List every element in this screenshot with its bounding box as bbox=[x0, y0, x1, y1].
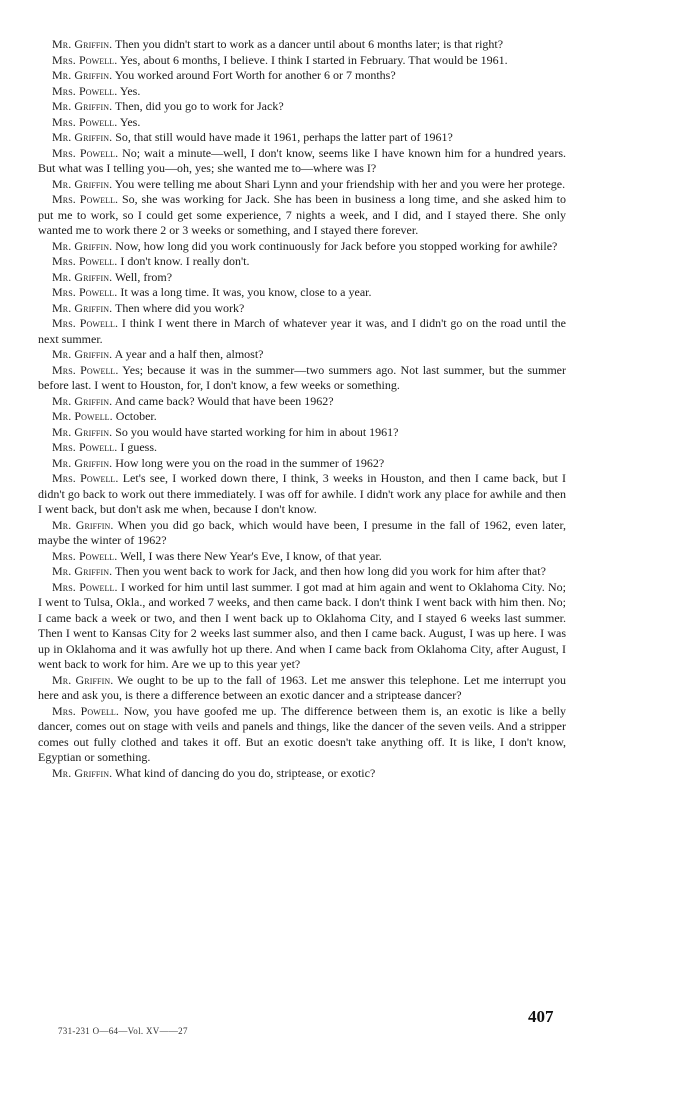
testimony-paragraph bbox=[38, 394, 566, 410]
speaker-label: Mr. Griffin. bbox=[52, 393, 113, 408]
testimony-paragraph bbox=[38, 239, 566, 255]
testimony-paragraph bbox=[38, 37, 566, 53]
speaker-label: Mrs. Powell. bbox=[52, 114, 118, 129]
testimony-paragraph bbox=[38, 68, 566, 84]
speaker-label: Mrs. Powell. bbox=[52, 52, 118, 67]
speaker-label: Mrs. Powell. bbox=[52, 440, 118, 454]
testimony-paragraph bbox=[38, 363, 566, 394]
spoken-text: You worked around Fort Worth for another 6 or 7 months? bbox=[114, 68, 396, 82]
speaker-label: Mr. Griffin. bbox=[52, 99, 113, 113]
spoken-text: I worked for him until last summer. I got mad at him again and went to Oklahoma City. No; I went to Tulsa, Okla., and worked 7 weeks, and then came back. I don't think I went back with him then. No; I came back a week or two, and then I went back up to Oklahoma City, and I stayed 6 weeks last summer. Then I went to Kansas City for 2 weeks last summer also, and then I came back. August, I was up here. I was up in Oklahoma and it was awfully hot up there. And when I came back from Oklahoma City, after August, I went back to work for him. Are we up to this year yet? bbox=[38, 579, 566, 671]
speaker-label: Mr. Griffin. bbox=[52, 765, 113, 780]
spoken-text: So, she was working for Jack. She has been in business a long time, and she asked him to put me to work, so I could get some experience, 7 nights a week, and I did, and I stayed there. She only wanted me to work there 2 or 3 weeks or something, and I stayed there forever. bbox=[38, 192, 566, 237]
testimony-paragraph bbox=[38, 471, 566, 518]
testimony-paragraph bbox=[38, 285, 566, 301]
speaker-label: Mr. Griffin. bbox=[52, 269, 113, 284]
spoken-text: So you would have started working for him in about 1961? bbox=[115, 424, 399, 439]
testimony-paragraph bbox=[38, 564, 566, 580]
testimony-paragraph bbox=[38, 580, 566, 673]
spoken-text: So, that still would have made it 1961, perhaps the latter part of 1961? bbox=[115, 130, 453, 144]
speaker-label: Mr. Griffin. bbox=[52, 455, 113, 470]
spoken-text: Then where did you work? bbox=[115, 300, 245, 315]
testimony-body bbox=[38, 37, 566, 781]
spoken-text: Then, did you go to work for Jack? bbox=[115, 99, 284, 113]
speaker-label: Mrs. Powell. bbox=[52, 254, 118, 268]
testimony-paragraph bbox=[38, 347, 566, 363]
spoken-text: Now, how long did you work continuously for Jack before you stopped working for awhile? bbox=[115, 238, 558, 253]
testimony-paragraph bbox=[38, 425, 566, 441]
spoken-text: How long were you on the road in the summer of 1962? bbox=[115, 455, 385, 470]
spoken-text: Let's see, I worked down there, I think, 3 weeks in Houston, and then I came back, but I didn't go back to work out there immediately. I was off for awhile. I didn't work any place for awhile and then I went back, but don't ask me when, because I don't know. bbox=[38, 471, 566, 516]
spoken-text: It was a long time. It was, you know, close to a year. bbox=[120, 285, 372, 299]
spoken-text: Yes; because it was in the summer—two summers ago. Not last summer, but the summer before last. I went to Houston, for, I don't know, a few weeks or something. bbox=[38, 362, 566, 392]
speaker-label: Mr. Griffin. bbox=[52, 68, 113, 82]
testimony-paragraph bbox=[38, 409, 566, 425]
speaker-label: Mr. Griffin. bbox=[52, 564, 113, 578]
testimony-paragraph bbox=[38, 177, 566, 193]
testimony-paragraph bbox=[38, 53, 566, 69]
spoken-text: Yes. bbox=[119, 114, 141, 129]
spoken-text: Yes, about 6 months, I believe. I think I started in February. That would be 1961. bbox=[119, 52, 508, 67]
testimony-paragraph bbox=[38, 456, 566, 472]
speaker-label: Mrs. Powell. bbox=[52, 285, 118, 299]
spoken-text: Well, from? bbox=[115, 269, 173, 284]
testimony-paragraph bbox=[38, 254, 566, 270]
spoken-text: You were telling me about Shari Lynn and your friendship with her and you were her protege. bbox=[114, 176, 566, 191]
testimony-paragraph bbox=[38, 115, 566, 131]
speaker-label: Mrs. Powell. bbox=[52, 192, 119, 206]
spoken-text: I don't know. I really don't. bbox=[120, 254, 250, 268]
testimony-paragraph bbox=[38, 270, 566, 286]
spoken-text: What kind of dancing do you do, striptease, or exotic? bbox=[115, 765, 376, 780]
speaker-label: Mrs. Powell. bbox=[52, 471, 119, 485]
print-code: 731-231 O—64—Vol. XV——27 bbox=[58, 1026, 188, 1036]
testimony-paragraph bbox=[38, 146, 566, 177]
spoken-text: When you did go back, which would have been, I presume in the fall of 1962, even later, maybe the winter of 1962? bbox=[38, 517, 566, 547]
testimony-paragraph bbox=[38, 673, 566, 704]
testimony-paragraph bbox=[38, 130, 566, 146]
testimony-paragraph bbox=[38, 192, 566, 239]
speaker-label: Mr. Griffin. bbox=[52, 176, 113, 191]
testimony-paragraph bbox=[38, 84, 566, 100]
speaker-label: Mrs. Powell. bbox=[52, 579, 118, 594]
spoken-text: October. bbox=[115, 409, 157, 423]
spoken-text: No; wait a minute—well, I don't know, seems like I have known him for a hundred years. But what was I telling you—oh, yes; she wanted me to—where was I? bbox=[38, 145, 567, 175]
speaker-label: Mr. Griffin. bbox=[52, 238, 113, 253]
spoken-text: Now, you have goofed me up. The difference between them is, an exotic is like a belly dancer, comes out on stage with veils and panels and things, like the dancer of the seven veils. And a stripper comes out fully clothed and takes it off. But an exotic doesn't take anything off. It is like, I don't know, Egyptian or something. bbox=[38, 703, 567, 764]
speaker-label: Mrs. Powell. bbox=[52, 362, 119, 377]
spoken-text: We ought to be up to the fall of 1963. Let me answer this telephone. Let me interrupt you here and ask you, is there a difference between an exotic dancer and a striptease dancer? bbox=[38, 672, 566, 702]
testimony-paragraph bbox=[38, 99, 566, 115]
speaker-label: Mrs. Powell. bbox=[52, 548, 118, 563]
spoken-text: Then you didn't start to work as a dancer until about 6 months later; is that right? bbox=[115, 37, 504, 51]
spoken-text: Well, I was there New Year's Eve, I know, of that year. bbox=[120, 548, 382, 563]
speaker-label: Mrs. Powell. bbox=[52, 83, 118, 98]
spoken-text: And came back? Would that have been 1962? bbox=[114, 393, 334, 408]
speaker-label: Mrs. Powell. bbox=[52, 703, 120, 718]
testimony-paragraph bbox=[38, 766, 566, 782]
speaker-label: Mr. Griffin. bbox=[52, 130, 113, 144]
speaker-label: Mr. Griffin. bbox=[52, 517, 114, 532]
speaker-label: Mr. Griffin. bbox=[52, 300, 113, 315]
spoken-text: I think I went there in March of whatever year it was, and I didn't go on the road until the next summer. bbox=[38, 316, 566, 346]
speaker-label: Mr. Griffin. bbox=[52, 37, 113, 51]
testimony-paragraph bbox=[38, 518, 566, 549]
speaker-label: Mr. Griffin. bbox=[52, 347, 113, 361]
spoken-text: Then you went back to work for Jack, and then how long did you work for him after that? bbox=[115, 564, 546, 578]
spoken-text: A year and a half then, almost? bbox=[114, 347, 264, 361]
testimony-paragraph bbox=[38, 704, 566, 766]
testimony-paragraph bbox=[38, 440, 566, 456]
speaker-label: Mrs. Powell. bbox=[52, 145, 119, 160]
page-number: 407 bbox=[528, 1007, 554, 1026]
testimony-paragraph bbox=[38, 549, 566, 565]
speaker-label: Mr. Griffin. bbox=[52, 672, 114, 687]
speaker-label: Mr. Griffin. bbox=[52, 424, 113, 439]
spoken-text: I guess. bbox=[120, 440, 157, 454]
speaker-label: Mr. Powell. bbox=[52, 409, 113, 423]
testimony-paragraph bbox=[38, 316, 566, 347]
speaker-label: Mrs. Powell. bbox=[52, 316, 119, 330]
testimony-paragraph bbox=[38, 301, 566, 317]
spoken-text: Yes. bbox=[119, 83, 141, 98]
